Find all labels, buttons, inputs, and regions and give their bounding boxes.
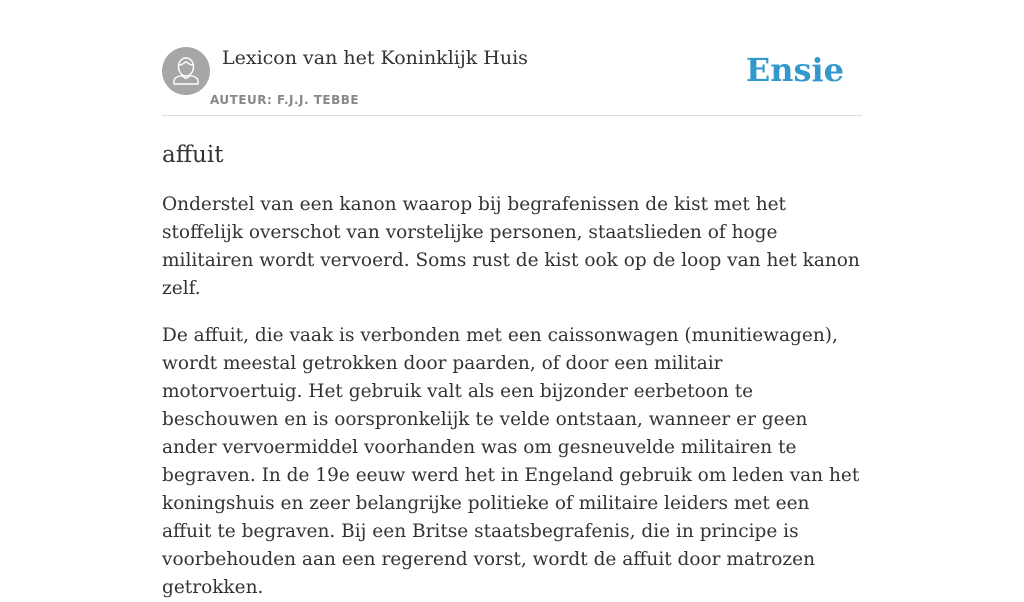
book-title[interactable]: Lexicon van het Koninklijk Huis xyxy=(222,47,528,69)
header xyxy=(162,0,862,116)
avatar[interactable] xyxy=(162,47,210,95)
page xyxy=(162,0,862,598)
ensie-logo[interactable]: Ensie xyxy=(745,51,844,89)
entry-title: affuit xyxy=(162,142,224,168)
entry-paragraph: De affuit, die vaak is verbonden met een caissonwagen (munitiewagen), wordt meestal getrokken door paarden, of door een militair motorvoertuig. Het gebruik valt als een bijzonder eerbetoon te beschouwen en is oorspronkelijk te velde ontstaan, wanneer er geen ander vervoermiddel voorhanden was om gesneuvelde militairen te begraven. In de 19e eeuw werd het in Engeland gebruik om leden van het koningshuis en zeer belangrijke politieke of militaire leiders met een affuit te begraven. Bij een Britse staatsbegrafenis, die in principe is voorbehouden aan een regerend vorst, wordt de affuit door matrozen getrokken. xyxy=(162,325,860,598)
user-icon xyxy=(162,47,210,95)
author-label[interactable]: AUTEUR: F.J.J. TEBBE xyxy=(210,93,360,107)
entry-paragraph: Onderstel van een kanon waarop bij begrafenissen de kist met het stoffelijk overschot van vorstelijke personen, staatslieden of hoge militairen wordt vervoerd. Soms rust de kist ook op de loop van het kanon zelf. xyxy=(162,194,860,299)
